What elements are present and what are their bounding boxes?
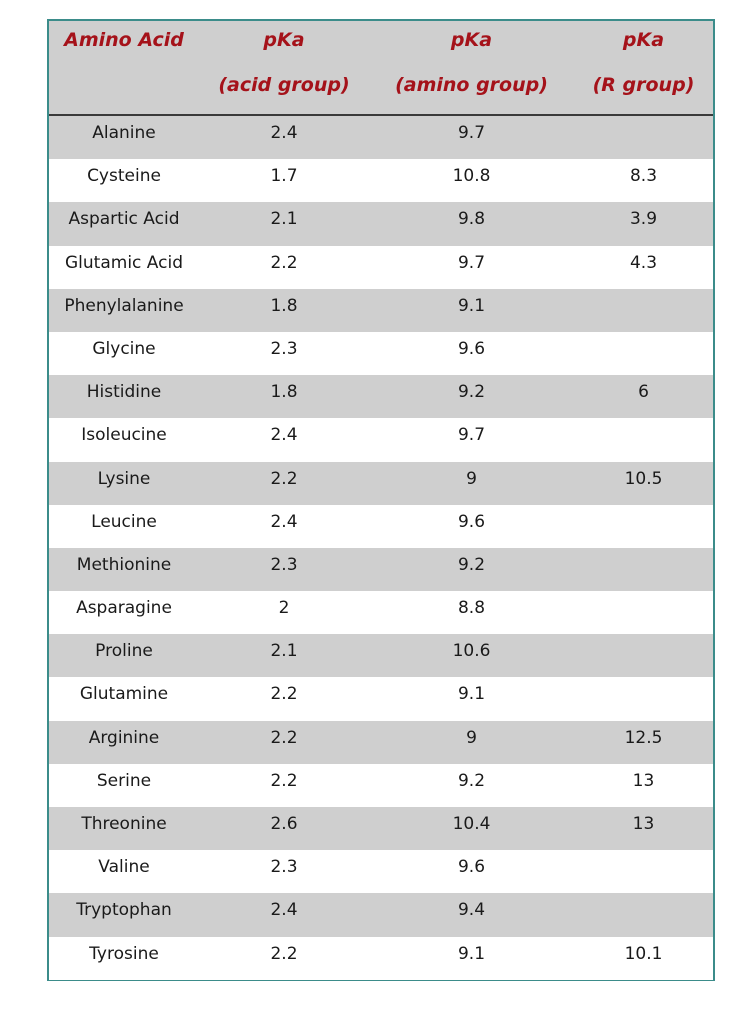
cell-pka-r: 10.5 <box>624 468 663 489</box>
cell-amino-acid: Glycine <box>92 338 156 359</box>
table-row <box>49 289 713 332</box>
cell-pka-acid: 2.6 <box>270 814 298 834</box>
cell-pka-amino: 9.8 <box>457 209 486 230</box>
cell-pka-r <box>574 634 713 677</box>
table-row <box>49 893 713 936</box>
cell-amino-acid: Tryptophan <box>76 900 172 921</box>
cell-pka-amino: 9.6 <box>457 338 486 359</box>
cell-pka-r <box>574 505 713 548</box>
cell-pka-r <box>574 548 713 591</box>
cell-pka-acid: 2.2 <box>270 943 298 964</box>
cell-amino-acid: Methionine <box>76 554 172 575</box>
cell-pka-acid: 2.2 <box>270 468 298 489</box>
cell-amino-acid: Tyrosine <box>89 943 159 964</box>
cell-pka-amino: 9.7 <box>457 252 486 273</box>
table-row <box>49 375 713 418</box>
cell-pka-r <box>574 677 713 720</box>
table-row <box>49 116 713 159</box>
table-row <box>49 548 713 591</box>
cell-amino-acid: Asparagine <box>76 598 172 619</box>
cell-pka-acid: 2.1 <box>270 209 298 230</box>
cell-pka-amino: 9.2 <box>457 554 486 575</box>
cell-pka-acid: 1.7 <box>270 166 298 187</box>
cell-pka-amino: 9 <box>466 727 477 748</box>
cell-pka-r <box>574 850 713 893</box>
cell-pka-r <box>574 289 713 332</box>
cell-amino-acid: Arginine <box>88 727 160 748</box>
cell-amino-acid: Cysteine <box>87 166 161 187</box>
cell-pka-r: 3.9 <box>629 209 658 230</box>
cell-amino-acid: Leucine <box>91 511 157 532</box>
table-row <box>49 505 713 548</box>
cell-pka-amino: 10.6 <box>452 641 491 662</box>
cell-pka-r <box>574 418 713 461</box>
cell-pka-r: 12.5 <box>624 727 663 748</box>
table-row <box>49 634 713 677</box>
cell-pka-acid: 2.2 <box>270 252 298 273</box>
header-pka-acid-line2: (acid group) <box>218 74 350 96</box>
cell-pka-acid: 1.8 <box>270 295 298 316</box>
cell-amino-acid: Serine <box>96 770 152 791</box>
cell-pka-acid: 2 <box>278 598 290 619</box>
cell-pka-amino: 9.2 <box>457 770 486 791</box>
cell-pka-amino: 9.1 <box>457 684 486 705</box>
cell-pka-amino: 10.4 <box>452 814 491 834</box>
cell-pka-r <box>574 332 713 375</box>
cell-pka-amino: 9 <box>466 468 477 489</box>
cell-pka-r: 8.3 <box>629 166 658 187</box>
table-body <box>49 116 713 980</box>
cell-pka-r: 10.1 <box>624 943 663 964</box>
cell-pka-acid: 2.2 <box>270 684 298 705</box>
cell-pka-amino: 9.6 <box>457 511 486 532</box>
cell-pka-r: 4.3 <box>629 252 658 273</box>
cell-pka-r <box>574 591 713 634</box>
cell-pka-acid: 2.4 <box>270 123 298 143</box>
cell-amino-acid: Proline <box>95 641 153 662</box>
header-pka-r-line2: (R group) <box>592 74 695 96</box>
cell-pka-acid: 2.2 <box>270 727 298 748</box>
cell-amino-acid: Glutamic Acid <box>65 252 183 273</box>
cell-amino-acid: Aspartic Acid <box>68 209 180 230</box>
table-row <box>49 462 713 505</box>
cell-pka-amino: 9.1 <box>457 295 486 316</box>
cell-pka-acid: 2.4 <box>270 511 298 532</box>
cell-pka-amino: 9.6 <box>457 857 486 878</box>
cell-pka-acid: 2.3 <box>270 338 298 359</box>
header-pka-r-line1: pKa <box>622 29 665 51</box>
cell-pka-amino: 9.1 <box>457 943 486 964</box>
cell-pka-amino: 9.2 <box>457 382 486 403</box>
cell-pka-r: 13 <box>632 770 655 791</box>
header-pka-acid-line1: pKa <box>263 29 305 51</box>
cell-pka-acid: 2.2 <box>270 770 298 791</box>
pka-table <box>47 19 715 981</box>
table-header-row <box>49 21 713 116</box>
header-pka-r <box>574 21 713 114</box>
cell-pka-acid: 2.3 <box>270 554 298 575</box>
table-row <box>49 159 713 202</box>
cell-amino-acid: Lysine <box>97 468 151 489</box>
table-row <box>49 246 713 289</box>
cell-pka-r <box>574 893 713 936</box>
table-row <box>49 850 713 893</box>
cell-pka-r <box>574 116 713 159</box>
cell-amino-acid: Histidine <box>86 382 162 403</box>
cell-pka-acid: 1.8 <box>270 382 298 403</box>
cell-pka-acid: 2.4 <box>270 900 298 921</box>
cell-pka-amino: 10.8 <box>452 166 491 187</box>
cell-amino-acid: Isoleucine <box>81 425 167 446</box>
header-pka-amino-line2: (amino group) <box>395 74 548 96</box>
table-row <box>49 418 713 461</box>
table-row <box>49 591 713 634</box>
cell-pka-acid: 2.1 <box>270 641 298 662</box>
cell-pka-amino: 9.7 <box>457 425 486 446</box>
table-row <box>49 332 713 375</box>
table-row <box>49 677 713 720</box>
cell-pka-amino: 8.8 <box>457 598 486 619</box>
header-amino-acid-label: Amino Acid <box>64 29 184 51</box>
cell-pka-amino: 9.4 <box>457 900 486 921</box>
cell-pka-r: 6 <box>638 382 649 403</box>
cell-pka-acid: 2.4 <box>270 425 298 446</box>
cell-pka-amino: 9.7 <box>457 123 486 143</box>
header-amino-acid <box>49 21 199 114</box>
cell-pka-acid: 2.3 <box>270 857 298 878</box>
cell-amino-acid: Alanine <box>92 123 156 143</box>
table-row <box>49 807 713 850</box>
cell-pka-r: 13 <box>632 814 655 834</box>
header-pka-amino-line1: pKa <box>450 29 493 51</box>
table-row <box>49 937 713 980</box>
cell-amino-acid: Threonine <box>81 814 167 834</box>
header-pka-amino <box>369 21 574 114</box>
cell-amino-acid: Phenylalanine <box>64 295 184 316</box>
cell-amino-acid: Glutamine <box>79 684 169 705</box>
table-row <box>49 202 713 245</box>
table-row <box>49 764 713 807</box>
table-row <box>49 721 713 764</box>
cell-amino-acid: Valine <box>98 857 150 878</box>
header-pka-acid <box>199 21 369 114</box>
